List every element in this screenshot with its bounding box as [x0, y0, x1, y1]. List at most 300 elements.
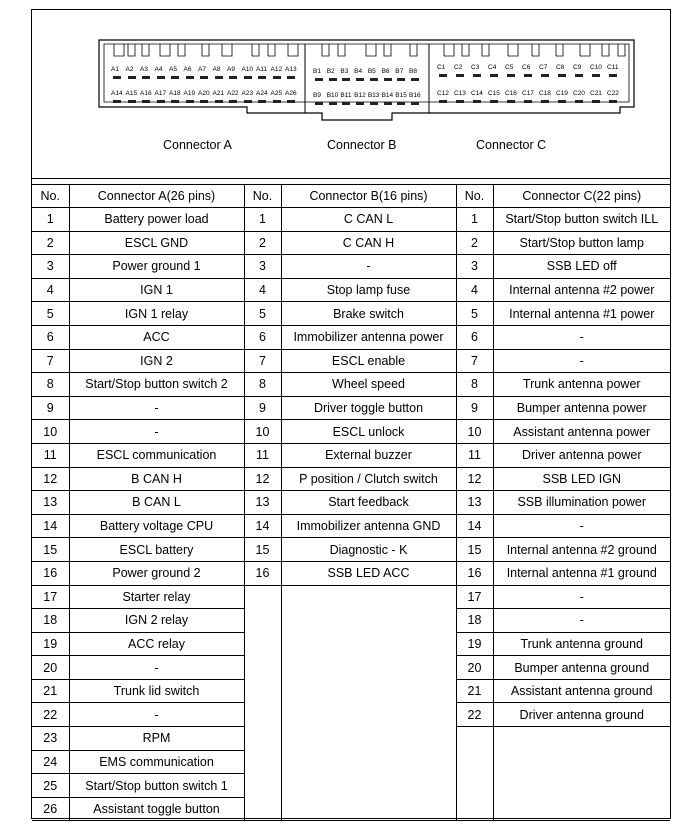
- connector-b-pin-terminal: [384, 78, 392, 81]
- connector-c-pin-terminal: [609, 74, 617, 77]
- pin-number-c: 11: [456, 443, 493, 467]
- connector-c-pin-terminal: [439, 100, 447, 103]
- header-connector-b: Connector B(16 pins): [281, 185, 456, 208]
- pin-function-c: Start/Stop button lamp: [493, 231, 670, 255]
- pin-function-b: C CAN L: [281, 208, 456, 232]
- connector-a-pin-label: A19: [183, 90, 196, 97]
- table-row: [32, 278, 670, 302]
- empty-cell: [281, 797, 456, 821]
- table-row: [32, 609, 670, 633]
- pin-number-c: 9: [456, 396, 493, 420]
- pin-function-a: ACC: [69, 325, 244, 349]
- connector-c-pin-label: C12: [437, 90, 449, 97]
- pin-function-a: IGN 2 relay: [69, 609, 244, 633]
- pin-function-c: Trunk antenna power: [493, 373, 670, 397]
- connector-c-pin-terminal: [507, 100, 515, 103]
- pin-number-c: 8: [456, 373, 493, 397]
- table-row: [32, 349, 670, 373]
- empty-cell: [281, 679, 456, 703]
- pin-number-c: 3: [456, 255, 493, 279]
- pin-function-b: P position / Clutch switch: [281, 467, 456, 491]
- pin-number-c: 17: [456, 585, 493, 609]
- pin-function-c: Driver antenna power: [493, 443, 670, 467]
- connector-a-pin-label: A21: [212, 90, 225, 97]
- pin-function-c: Assistant antenna power: [493, 420, 670, 444]
- connector-c-pin-terminal: [490, 100, 498, 103]
- connector-a-pin-label: A12: [270, 66, 283, 73]
- connector-c-pin-terminal: [456, 74, 464, 77]
- housing-notch: [532, 44, 539, 56]
- connector-c-pin-label: C21: [590, 90, 602, 97]
- pin-number-c: 4: [456, 278, 493, 302]
- connector-c-pin-terminal: [592, 74, 600, 77]
- pin-number-a: 10: [32, 420, 69, 444]
- connector-b-pin-label: B6: [381, 68, 390, 75]
- header-no-b: No.: [244, 185, 281, 208]
- pin-number-b: 10: [244, 420, 281, 444]
- housing-notch: [482, 44, 489, 56]
- connector-a-pin-terminal: [258, 76, 266, 79]
- connector-a-pin-terminal: [171, 100, 179, 103]
- connector-a-pin-terminal: [200, 76, 208, 79]
- connector-b-pin-terminal: [315, 78, 323, 81]
- pin-number-c: 10: [456, 420, 493, 444]
- empty-cell: [493, 750, 670, 774]
- connector-b-pin-label: B11: [340, 92, 352, 99]
- empty-cell: [281, 656, 456, 680]
- connector-c-pin-label: C5: [505, 64, 514, 71]
- pin-number-c: 13: [456, 491, 493, 515]
- connector-b-pin-terminal: [397, 102, 405, 105]
- empty-cell: [244, 656, 281, 680]
- connector-a-pin-terminal: [186, 76, 194, 79]
- pin-number-b: 8: [244, 373, 281, 397]
- table-row: [32, 420, 670, 444]
- empty-cell: [456, 750, 493, 774]
- empty-cell: [493, 797, 670, 821]
- table-row: [32, 514, 670, 538]
- connector-c-pin-terminal: [575, 74, 583, 77]
- pin-number-c: 1: [456, 208, 493, 232]
- connector-c-pin-label: C19: [556, 90, 568, 97]
- pin-function-a: Battery power load: [69, 208, 244, 232]
- connector-b-pin-label: B2: [326, 68, 335, 75]
- connector-b-pin-label: B7: [395, 68, 404, 75]
- connector-a-pin-label: A10: [241, 66, 254, 73]
- connector-c-pin-label: C11: [607, 64, 619, 71]
- pin-function-a: -: [69, 656, 244, 680]
- pin-number-a: 1: [32, 208, 69, 232]
- housing-notch: [128, 44, 135, 56]
- connector-c-pin-terminal: [541, 74, 549, 77]
- pin-number-a: 26: [32, 797, 69, 821]
- pin-number-a: 7: [32, 349, 69, 373]
- connector-c-pin-terminal: [524, 74, 532, 77]
- pin-function-c: Trunk antenna ground: [493, 632, 670, 656]
- pin-function-a: -: [69, 396, 244, 420]
- connector-b-pin-label: B1: [313, 68, 321, 75]
- connector-b-pin-terminal: [342, 102, 350, 105]
- pin-number-a: 25: [32, 774, 69, 798]
- connector-c-pin-label: C3: [471, 64, 480, 71]
- pin-function-a: Battery voltage CPU: [69, 514, 244, 538]
- connector-a-pin-terminal: [186, 100, 194, 103]
- connector-b-pin-terminal: [329, 102, 337, 105]
- pin-function-a: Power ground 1: [69, 255, 244, 279]
- connector-c-pin-label: C4: [488, 64, 497, 71]
- housing-notch: [384, 44, 391, 56]
- pin-function-b: External buzzer: [281, 443, 456, 467]
- connector-a-pin-label: A6: [183, 66, 192, 73]
- pin-number-c: 5: [456, 302, 493, 326]
- connector-a-pin-label: A9: [227, 66, 235, 73]
- pin-number-a: 5: [32, 302, 69, 326]
- connector-a-pin-terminal: [258, 100, 266, 103]
- connector-c-pin-label: C15: [488, 90, 500, 97]
- pin-table: [32, 184, 670, 821]
- empty-cell: [244, 703, 281, 727]
- pin-function-a: IGN 2: [69, 349, 244, 373]
- pin-function-c: SSB LED IGN: [493, 467, 670, 491]
- housing-notch: [618, 44, 625, 56]
- table-row: [32, 774, 670, 798]
- connector-a-pin-terminal: [273, 100, 281, 103]
- header-no-a: No.: [32, 185, 69, 208]
- connector-a-pin-terminal: [244, 100, 252, 103]
- connector-b-pin-label: B4: [354, 68, 363, 75]
- pin-number-a: 20: [32, 656, 69, 680]
- pin-function-b: Start feedback: [281, 491, 456, 515]
- pin-number-a: 14: [32, 514, 69, 538]
- pin-number-b: 6: [244, 325, 281, 349]
- empty-cell: [244, 609, 281, 633]
- pin-number-b: 1: [244, 208, 281, 232]
- connector-a-pin-terminal: [215, 76, 223, 79]
- pin-function-c: Internal antenna #1 ground: [493, 561, 670, 585]
- pin-function-c: -: [493, 349, 670, 373]
- empty-cell: [244, 585, 281, 609]
- table-row: [32, 727, 670, 751]
- table-row: [32, 750, 670, 774]
- connector-c-pin-terminal: [490, 74, 498, 77]
- housing-notch: [222, 44, 232, 56]
- connector-b-pin-terminal: [397, 78, 405, 81]
- table-row: [32, 373, 670, 397]
- connector-a-pin-terminal: [171, 76, 179, 79]
- housing-notch: [114, 44, 124, 56]
- empty-cell: [456, 727, 493, 751]
- pin-function-a: Power ground 2: [69, 561, 244, 585]
- connector-c-pin-label: C9: [573, 64, 582, 71]
- pin-number-c: 16: [456, 561, 493, 585]
- pin-function-c: -: [493, 325, 670, 349]
- pin-function-c: Assistant antenna ground: [493, 679, 670, 703]
- connector-b-pin-terminal: [356, 102, 364, 105]
- connector-c-pin-label: C7: [539, 64, 548, 71]
- pin-number-b: 12: [244, 467, 281, 491]
- connector-a-pin-terminal: [215, 100, 223, 103]
- table-row: [32, 538, 670, 562]
- pin-number-b: 7: [244, 349, 281, 373]
- housing-notch: [338, 44, 345, 56]
- pin-function-c: SSB illumination power: [493, 491, 670, 515]
- pin-function-a: -: [69, 420, 244, 444]
- connector-a-pin-label: A8: [212, 66, 221, 73]
- pin-number-c: 15: [456, 538, 493, 562]
- connector-c-pin-label: C1: [437, 64, 446, 71]
- housing-notch: [366, 44, 376, 56]
- empty-cell: [493, 727, 670, 751]
- connector-a-pin-label: A17: [154, 90, 167, 97]
- pin-number-a: 24: [32, 750, 69, 774]
- connector-c-label: Connector C: [476, 138, 547, 152]
- connector-a-pin-label: A3: [140, 66, 148, 73]
- connector-diagram: [32, 10, 670, 179]
- table-row: [32, 797, 670, 821]
- connector-b-pin-label: B5: [367, 68, 376, 75]
- pin-number-b: 4: [244, 278, 281, 302]
- header-connector-c: Connector C(22 pins): [493, 185, 670, 208]
- pin-number-a: 2: [32, 231, 69, 255]
- connector-c-pin-label: C10: [590, 64, 602, 71]
- pin-function-b: Immobilizer antenna power: [281, 325, 456, 349]
- pin-number-c: 2: [456, 231, 493, 255]
- pin-number-a: 15: [32, 538, 69, 562]
- header-connector-a: Connector A(26 pins): [69, 185, 244, 208]
- connector-a-pin-terminal: [128, 76, 136, 79]
- connector-b-pin-terminal: [411, 78, 419, 81]
- pin-number-a: 4: [32, 278, 69, 302]
- table-header-row: [32, 185, 670, 208]
- pin-number-c: 21: [456, 679, 493, 703]
- empty-cell: [281, 609, 456, 633]
- pin-number-c: 19: [456, 632, 493, 656]
- connector-a-pin-terminal: [229, 76, 237, 79]
- connector-b-pin-label: B3: [340, 68, 349, 75]
- connector-a-pin-label: A18: [169, 90, 181, 97]
- connector-b-pin-label: B14: [381, 92, 394, 99]
- pin-number-a: 12: [32, 467, 69, 491]
- pin-function-a: ESCL battery: [69, 538, 244, 562]
- pin-number-b: 16: [244, 561, 281, 585]
- pin-number-c: 20: [456, 656, 493, 680]
- connector-c-pin-terminal: [456, 100, 464, 103]
- connector-a-pin-terminal: [157, 100, 165, 103]
- pin-number-b: 3: [244, 255, 281, 279]
- connector-b-pin-terminal: [370, 102, 378, 105]
- connector-a-pin-label: A7: [198, 66, 206, 73]
- connector-a-pin-label: A13: [285, 66, 297, 73]
- housing-notch: [178, 44, 185, 56]
- housing-notch: [160, 44, 170, 56]
- empty-cell: [244, 679, 281, 703]
- pin-number-a: 19: [32, 632, 69, 656]
- connector-b-pin-terminal: [342, 78, 350, 81]
- connector-c-pin-label: C13: [454, 90, 466, 97]
- connector-c-pin-label: C6: [522, 64, 531, 71]
- pin-function-b: Driver toggle button: [281, 396, 456, 420]
- pin-number-a: 3: [32, 255, 69, 279]
- table-row: [32, 703, 670, 727]
- connector-c-pin-terminal: [507, 74, 515, 77]
- pin-number-b: 9: [244, 396, 281, 420]
- connector-b-pin-terminal: [329, 78, 337, 81]
- table-row: [32, 443, 670, 467]
- pin-function-b: Immobilizer antenna GND: [281, 514, 456, 538]
- connector-a-pin-label: A22: [227, 90, 239, 97]
- pin-number-c: 6: [456, 325, 493, 349]
- pin-number-b: 13: [244, 491, 281, 515]
- pin-number-a: 23: [32, 727, 69, 751]
- connector-c-pin-label: C20: [573, 90, 585, 97]
- pin-function-a: IGN 1: [69, 278, 244, 302]
- housing-notch: [410, 44, 417, 56]
- connector-b-pin-label: B13: [367, 92, 380, 99]
- pin-function-a: IGN 1 relay: [69, 302, 244, 326]
- connector-a-pin-label: A20: [198, 90, 210, 97]
- pin-function-c: Bumper antenna power: [493, 396, 670, 420]
- pin-number-a: 22: [32, 703, 69, 727]
- pin-function-c: -: [493, 609, 670, 633]
- connector-a-pin-label: A24: [256, 90, 268, 97]
- pin-function-a: B CAN H: [69, 467, 244, 491]
- connector-a-pin-terminal: [128, 100, 136, 103]
- connector-b-pin-terminal: [411, 102, 419, 105]
- table-row: [32, 302, 670, 326]
- empty-cell: [244, 750, 281, 774]
- connector-a-pin-terminal: [273, 76, 281, 79]
- connector-c-pin-label: C2: [454, 64, 463, 71]
- connector-c-pin-terminal: [575, 100, 583, 103]
- connector-a-pin-terminal: [244, 76, 252, 79]
- pin-number-a: 21: [32, 679, 69, 703]
- pin-function-a: Assistant toggle button: [69, 797, 244, 821]
- pin-function-a: RPM: [69, 727, 244, 751]
- pin-function-b: ESCL unlock: [281, 420, 456, 444]
- pin-number-c: 12: [456, 467, 493, 491]
- connector-a-pin-label: A14: [111, 90, 123, 97]
- connector-c-pin-terminal: [592, 100, 600, 103]
- connector-a-pin-label: A4: [154, 66, 163, 73]
- connector-b-label: Connector B: [327, 138, 397, 152]
- connector-a-pin-label: A25: [270, 90, 283, 97]
- connector-a-pin-label: A23: [241, 90, 254, 97]
- pin-number-a: 8: [32, 373, 69, 397]
- housing-notch: [288, 44, 298, 56]
- empty-cell: [281, 703, 456, 727]
- connector-a-pin-terminal: [113, 100, 121, 103]
- connector-c-pin-label: C18: [539, 90, 551, 97]
- connector-c-pin-terminal: [609, 100, 617, 103]
- pin-function-b: Brake switch: [281, 302, 456, 326]
- pin-function-b: Wheel speed: [281, 373, 456, 397]
- pin-function-a: ESCL GND: [69, 231, 244, 255]
- empty-cell: [244, 632, 281, 656]
- connector-c-pin-terminal: [473, 74, 481, 77]
- pin-function-c: Bumper antenna ground: [493, 656, 670, 680]
- connector-b-pin-terminal: [370, 78, 378, 81]
- pinout-frame: [31, 9, 671, 819]
- pin-function-b: C CAN H: [281, 231, 456, 255]
- pin-function-a: Starter relay: [69, 585, 244, 609]
- empty-cell: [244, 774, 281, 798]
- connector-c-pin-terminal: [473, 100, 481, 103]
- pin-number-b: 11: [244, 443, 281, 467]
- housing-notch: [202, 44, 209, 56]
- empty-cell: [244, 727, 281, 751]
- connector-a-pin-label: A15: [125, 90, 138, 97]
- housing-notch: [462, 44, 469, 56]
- table-row: [32, 467, 670, 491]
- pin-function-a: ACC relay: [69, 632, 244, 656]
- table-row: [32, 585, 670, 609]
- connector-c-pin-label: C16: [505, 90, 517, 97]
- pin-number-a: 13: [32, 491, 69, 515]
- pin-number-b: 15: [244, 538, 281, 562]
- empty-cell: [281, 632, 456, 656]
- housing-notch: [322, 44, 329, 56]
- pin-function-c: -: [493, 585, 670, 609]
- housing-notch: [252, 44, 259, 56]
- table-row: [32, 325, 670, 349]
- pin-function-a: -: [69, 703, 244, 727]
- connector-c-pin-label: C17: [522, 90, 534, 97]
- pin-function-a: Start/Stop button switch 1: [69, 774, 244, 798]
- connector-b-pin-label: B9: [313, 92, 321, 99]
- pin-number-b: 2: [244, 231, 281, 255]
- pin-number-a: 18: [32, 609, 69, 633]
- empty-cell: [493, 774, 670, 798]
- header-no-c: No.: [456, 185, 493, 208]
- pin-function-b: SSB LED ACC: [281, 561, 456, 585]
- pin-number-a: 11: [32, 443, 69, 467]
- empty-cell: [281, 774, 456, 798]
- pin-function-c: Internal antenna #2 power: [493, 278, 670, 302]
- pin-function-a: ESCL communication: [69, 443, 244, 467]
- connector-a-pin-terminal: [142, 100, 150, 103]
- connector-b-pin-terminal: [384, 102, 392, 105]
- pin-number-b: 5: [244, 302, 281, 326]
- connector-a-pin-terminal: [113, 76, 121, 79]
- connector-a-pin-label: A26: [285, 90, 297, 97]
- connector-a-pin-terminal: [157, 76, 165, 79]
- pin-function-b: -: [281, 255, 456, 279]
- pin-number-c: 7: [456, 349, 493, 373]
- pin-function-c: Start/Stop button switch ILL: [493, 208, 670, 232]
- connector-a-pin-label: A5: [169, 66, 177, 73]
- housing-notch: [268, 44, 275, 56]
- connector-c-pin-terminal: [558, 74, 566, 77]
- pin-function-b: Diagnostic - K: [281, 538, 456, 562]
- pin-number-c: 22: [456, 703, 493, 727]
- connector-c-pin-terminal: [558, 100, 566, 103]
- connector-a-pin-terminal: [200, 100, 208, 103]
- connector-a-pin-terminal: [287, 76, 295, 79]
- pin-function-c: -: [493, 514, 670, 538]
- table-row: [32, 491, 670, 515]
- pin-function-b: ESCL enable: [281, 349, 456, 373]
- pin-function-a: B CAN L: [69, 491, 244, 515]
- empty-cell: [281, 585, 456, 609]
- connector-a-pin-label: A1: [111, 66, 119, 73]
- connector-a-pin-label: A16: [140, 90, 152, 97]
- empty-cell: [456, 797, 493, 821]
- pin-number-a: 9: [32, 396, 69, 420]
- pin-function-b: Stop lamp fuse: [281, 278, 456, 302]
- connector-a-pin-terminal: [142, 76, 150, 79]
- empty-cell: [244, 797, 281, 821]
- housing-notch: [444, 44, 454, 56]
